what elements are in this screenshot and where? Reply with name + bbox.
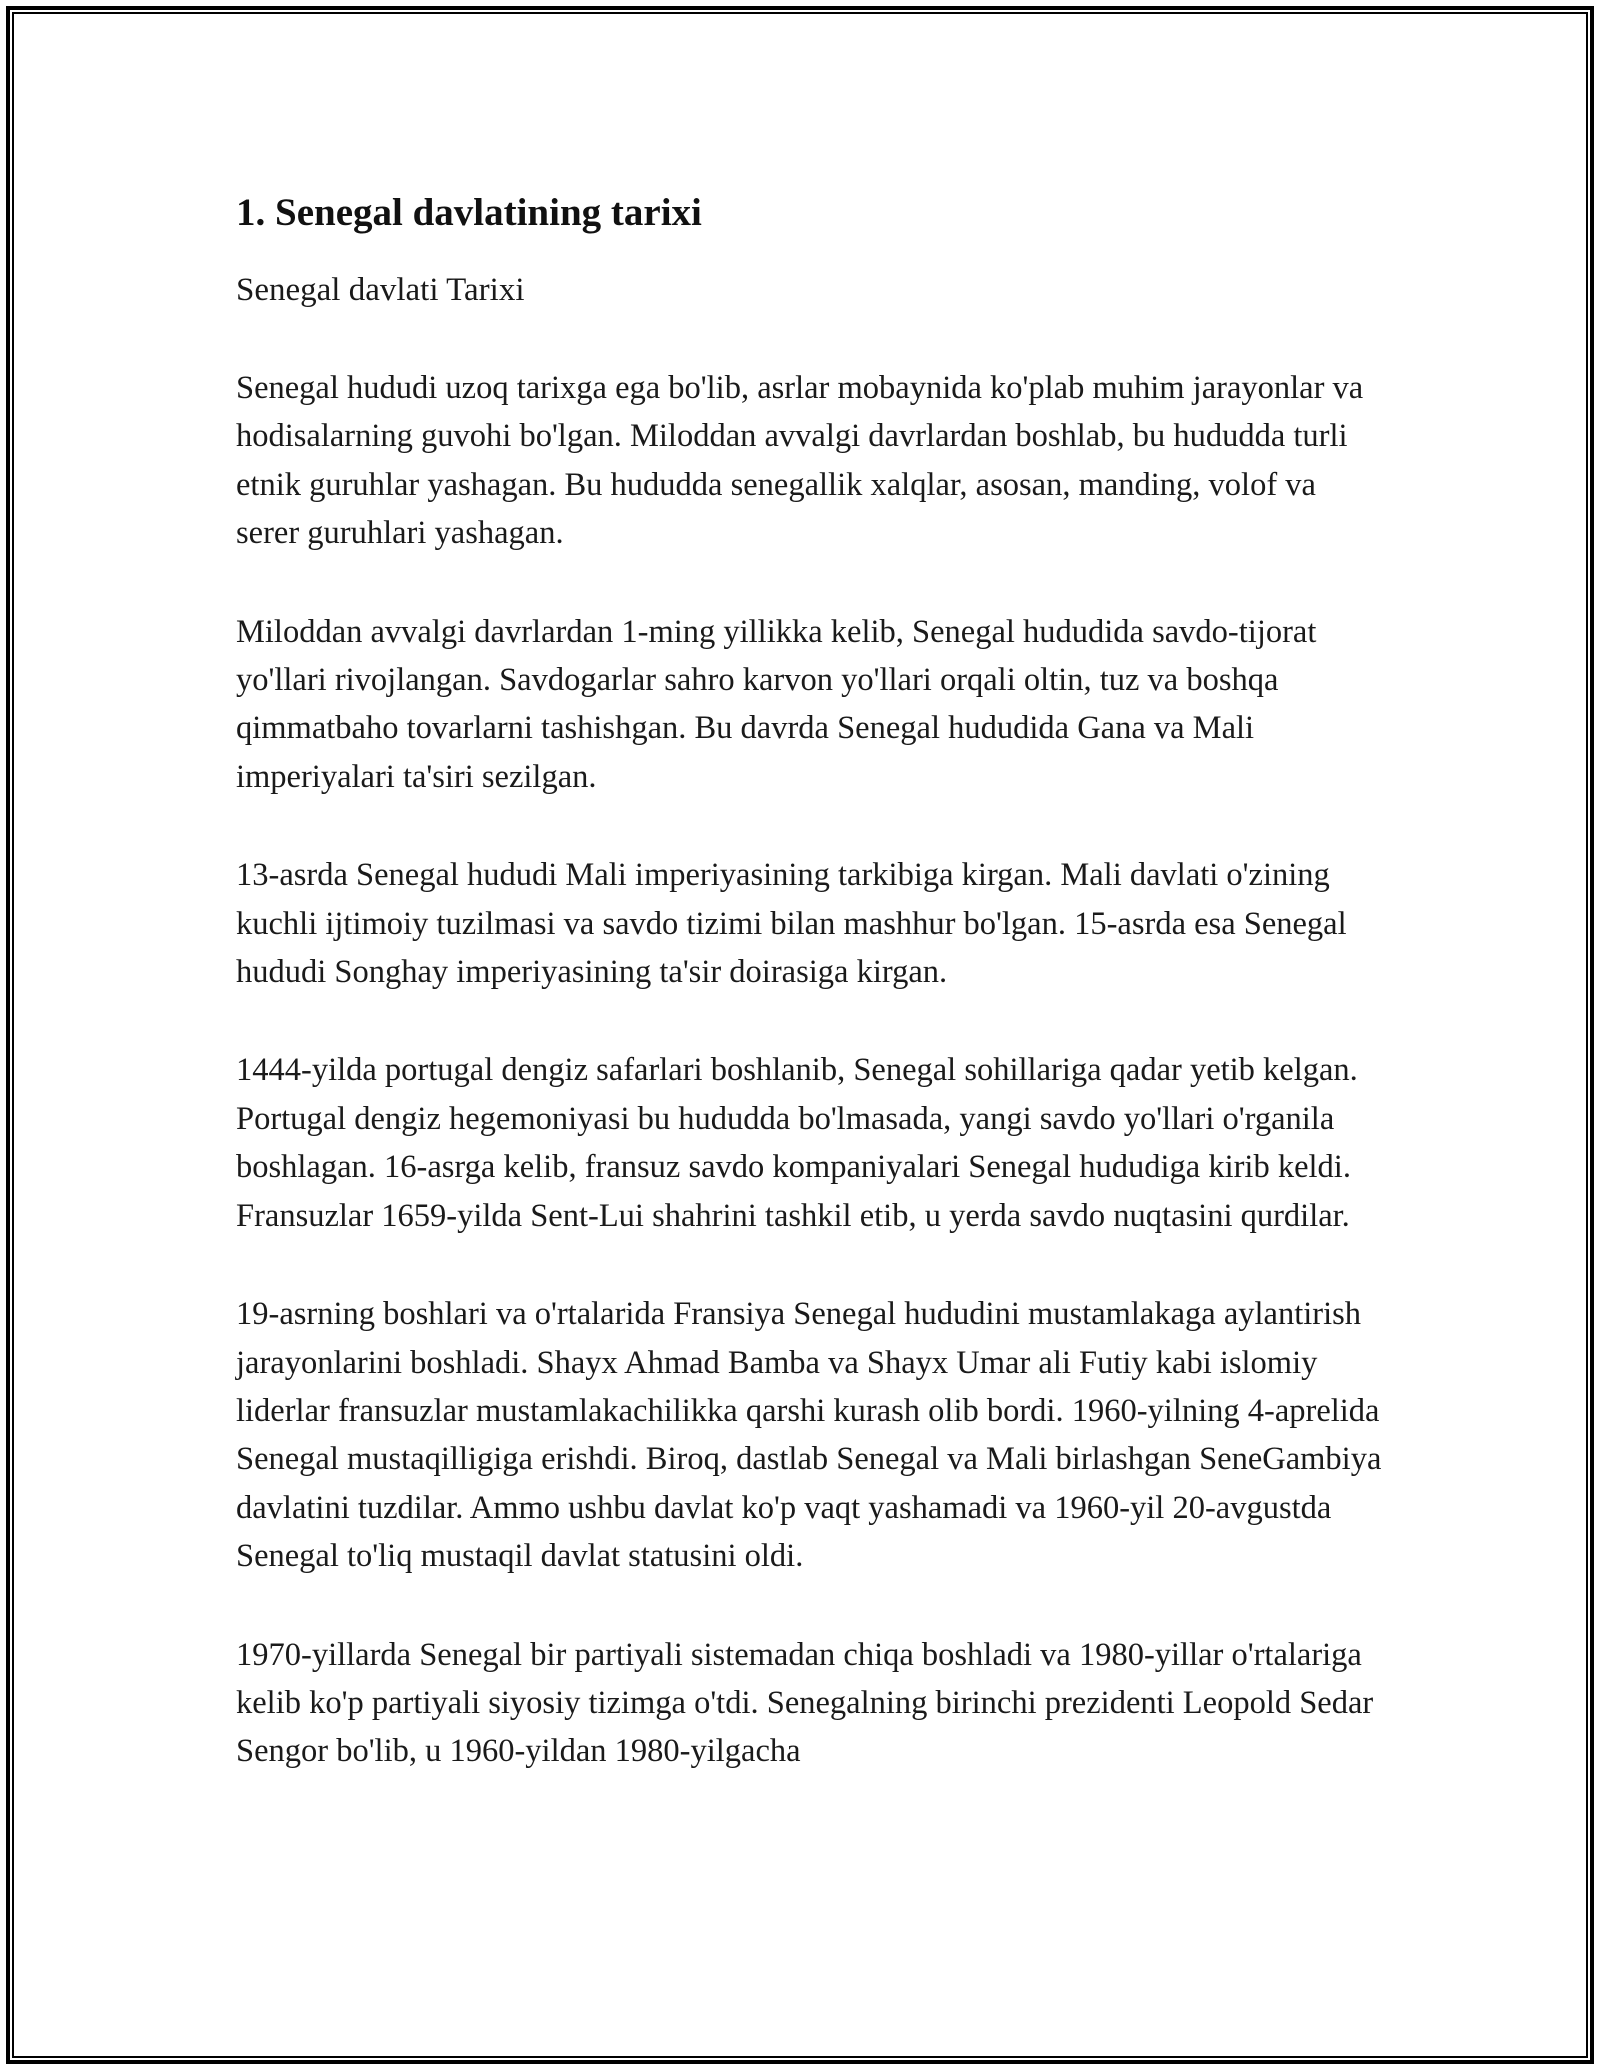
document-body xyxy=(236,182,1386,1776)
paragraph-3: 13-asrda Senegal hududi Mali imperiyasining tarkibiga kirgan. Mali davlati o'zining kuchli ijtimoiy tuzilmasi va savdo tizimi bilan mashhur bo'lgan. 15-asrda esa Senegal hududi Songhay imperiyasining ta'sir doirasiga kirgan. xyxy=(236,857,1347,991)
document-title: 1. Senegal davlatining tarixi xyxy=(236,191,702,234)
paragraph-2: Miloddan avvalgi davrlardan 1-ming yillikka kelib, Senegal hududida savdo-tijorat yo'llari rivojlangan. Savdogarlar sahro karvon yo'llari orqali oltin, tuz va boshqa qimmatbaho tovarlarni tashishgan. Bu davrda Senegal hududida Gana va Mali imperiyalari ta'siri sezilgan. xyxy=(236,613,1317,795)
paragraph-6: 1970-yillarda Senegal bir partiyali sistemadan chiqa boshladi va 1980-yillar o'rtalariga kelib ko'p partiyali siyosiy tizimga o'tdi. Senegalning birinchi prezidenti Leopold Sedar Sengor bo'lib, u 1960-yildan 1980-yilgacha xyxy=(236,1636,1374,1770)
document-subtitle: Senegal davlati Tarixi xyxy=(236,272,525,308)
paragraph-4: 1444-yilda portugal dengiz safarlari boshlanib, Senegal sohillariga qadar yetib kelgan. Portugal dengiz hegemoniyasi bu hududda bo'lmasada, yangi savdo yo'llari o'rganila boshlagan. 16-asrga kelib, fransuz savdo kompaniyalari Senegal hududiga kirib keldi. Fransuzlar 1659-yilda Sent-Lui shahrini tashkil etib, u yerda savdo nuqtasini qurdilar. xyxy=(236,1052,1358,1234)
paragraph-1: Senegal hududi uzoq tarixga ega bo'lib, asrlar mobaynida ko'plab muhim jarayonlar va hodisalarning guvohi bo'lgan. Miloddan avvalgi davrlardan boshlab, bu hududda turli etnik guruhlar yashagan. Bu hududda senegallik xalqlar, asosan, manding, volof va serer guruhlari yashagan. xyxy=(236,370,1364,552)
paragraph-5: 19-asrning boshlari va o'rtalarida Fransiya Senegal hududini mustamlakaga aylantirish jarayonlarini boshladi. Shayx Ahmad Bamba va Shayx Umar ali Futiy kabi islomiy liderlar fransuzlar mustamlakachilikka qarshi kurash olib bordi. 1960-yilning 4-aprelida Senegal mustaqilligiga erishdi. Biroq, dastlab Senegal va Mali birlashgan SeneGambiya davlatini tuzdilar. Ammo ushbu davlat ko'p vaqt yashamadi va 1960-yil 20-avgustda Senegal to'liq mustaqil davlat statusini oldi. xyxy=(236,1296,1382,1575)
